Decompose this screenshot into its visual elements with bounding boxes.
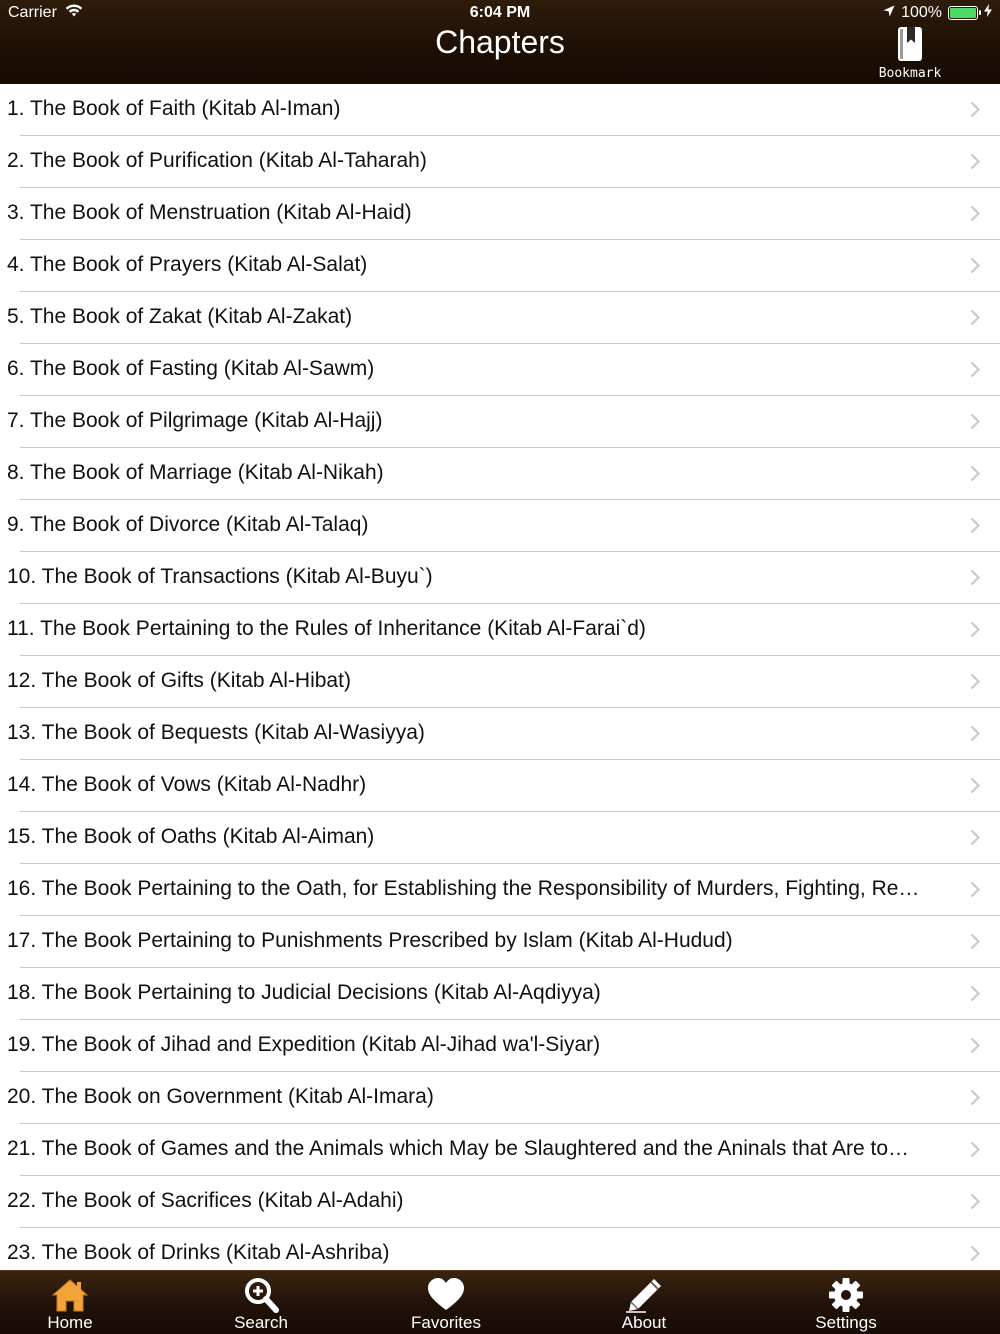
chevron-right-icon	[970, 829, 980, 846]
chevron-right-icon	[970, 1141, 980, 1158]
chevron-right-icon	[970, 465, 980, 482]
chapter-row[interactable]	[0, 448, 1000, 500]
bookmark-icon	[896, 26, 924, 64]
chapter-title: 4. The Book of Prayers (Kitab Al-Salat)	[7, 253, 368, 276]
carrier-label: Carrier	[8, 4, 57, 21]
chevron-right-icon	[970, 725, 980, 742]
chapter-title: 21. The Book of Games and the Animals which May be Slaughtered and the Aninals that Are to…	[7, 1137, 909, 1160]
heart-icon	[426, 1277, 466, 1313]
tab-favorites-label: Favorites	[411, 1313, 481, 1332]
chapter-row[interactable]	[0, 188, 1000, 240]
chapter-row[interactable]	[0, 344, 1000, 396]
chapter-row[interactable]	[0, 604, 1000, 656]
chapter-title: 19. The Book of Jihad and Expedition (Kitab Al-Jihad wa'l-Siyar)	[7, 1033, 601, 1056]
chapter-title: 2. The Book of Purification (Kitab Al-Taharah)	[7, 149, 427, 172]
chevron-right-icon	[970, 621, 980, 638]
tab-search[interactable]	[206, 1271, 316, 1334]
chapter-row[interactable]	[0, 1124, 1000, 1176]
tab-favorites[interactable]	[391, 1271, 501, 1334]
chevron-right-icon	[970, 309, 980, 326]
page-title: Chapters	[435, 24, 565, 60]
chevron-right-icon	[970, 1037, 980, 1054]
chevron-right-icon	[970, 205, 980, 222]
location-arrow-icon	[883, 4, 895, 22]
chevron-right-icon	[970, 881, 980, 898]
chapter-row[interactable]	[0, 968, 1000, 1020]
chapter-row[interactable]	[0, 708, 1000, 760]
chevron-right-icon	[970, 933, 980, 950]
chapter-row[interactable]	[0, 916, 1000, 968]
chevron-right-icon	[970, 569, 980, 586]
chapter-list	[0, 84, 1000, 1270]
chapter-title: 23. The Book of Drinks (Kitab Al-Ashriba)	[7, 1241, 390, 1264]
chevron-right-icon	[970, 1193, 980, 1210]
chapter-row[interactable]	[0, 864, 1000, 916]
tab-search-label: Search	[234, 1313, 288, 1332]
chapter-title: 14. The Book of Vows (Kitab Al-Nadhr)	[7, 773, 367, 796]
chapter-title: 8. The Book of Marriage (Kitab Al-Nikah)	[7, 461, 384, 484]
chapter-title: 6. The Book of Fasting (Kitab Al-Sawm)	[7, 357, 375, 380]
chapter-title: 15. The Book of Oaths (Kitab Al-Aiman)	[7, 825, 375, 848]
chevron-right-icon	[970, 101, 980, 118]
chapter-row[interactable]	[0, 812, 1000, 864]
chapter-row[interactable]	[0, 1176, 1000, 1228]
chapter-row[interactable]	[0, 500, 1000, 552]
tab-settings-label: Settings	[815, 1313, 877, 1332]
status-time: 6:04 PM	[469, 4, 531, 21]
chapter-row[interactable]	[0, 292, 1000, 344]
chevron-right-icon	[970, 985, 980, 1002]
chapter-row[interactable]	[0, 240, 1000, 292]
chevron-right-icon	[970, 361, 980, 378]
tab-home[interactable]	[15, 1271, 125, 1334]
chapter-title: 17. The Book Pertaining to Punishments Prescribed by Islam (Kitab Al-Hudud)	[7, 929, 733, 952]
chapter-row[interactable]	[0, 656, 1000, 708]
chapter-row[interactable]	[0, 1020, 1000, 1072]
bookmark-label: Bookmark	[878, 66, 942, 81]
charging-bolt-icon	[984, 4, 992, 22]
chapter-row[interactable]	[0, 1228, 1000, 1270]
chapter-title: 22. The Book of Sacrifices (Kitab Al-Adahi)	[7, 1189, 404, 1212]
chapter-row[interactable]	[0, 84, 1000, 136]
tab-settings[interactable]	[791, 1271, 901, 1334]
chapter-title: 9. The Book of Divorce (Kitab Al-Talaq)	[7, 513, 369, 536]
chapter-row[interactable]	[0, 1072, 1000, 1124]
chapter-row[interactable]	[0, 760, 1000, 812]
tab-about-label: About	[621, 1313, 667, 1332]
gear-icon	[826, 1277, 866, 1313]
search-icon	[241, 1277, 281, 1313]
chapter-row[interactable]	[0, 136, 1000, 188]
chevron-right-icon	[970, 517, 980, 534]
chapter-row[interactable]	[0, 396, 1000, 448]
chevron-right-icon	[970, 673, 980, 690]
chapter-title: 13. The Book of Bequests (Kitab Al-Wasiyya)	[7, 721, 425, 744]
battery-fill	[950, 8, 976, 18]
chevron-right-icon	[970, 413, 980, 430]
chevron-right-icon	[970, 1245, 980, 1262]
navigation-bar	[0, 0, 1000, 84]
bookmark-button[interactable]	[872, 26, 948, 82]
chevron-right-icon	[970, 257, 980, 274]
chevron-right-icon	[970, 1089, 980, 1106]
home-icon	[50, 1277, 90, 1313]
chapter-row[interactable]	[0, 552, 1000, 604]
tab-bar	[0, 1270, 1000, 1334]
chapter-title: 11. The Book Pertaining to the Rules of Inheritance (Kitab Al-Farai`d)	[7, 617, 646, 640]
chapter-title: 3. The Book of Menstruation (Kitab Al-Haid)	[7, 201, 412, 224]
chapter-title: 1. The Book of Faith (Kitab Al-Iman)	[7, 97, 341, 120]
tab-about[interactable]	[589, 1271, 699, 1334]
tab-home-label: Home	[47, 1313, 93, 1332]
chapter-title: 16. The Book Pertaining to the Oath, for Establishing the Responsibility of Murders, Fighting, Re…	[7, 877, 920, 900]
chapter-title: 12. The Book of Gifts (Kitab Al-Hibat)	[7, 669, 351, 692]
chevron-right-icon	[970, 153, 980, 170]
chapter-title: 18. The Book Pertaining to Judicial Decisions (Kitab Al-Aqdiyya)	[7, 981, 601, 1004]
status-right	[877, 4, 992, 22]
pencil-icon	[624, 1277, 664, 1313]
chevron-right-icon	[970, 777, 980, 794]
battery-icon	[948, 6, 978, 20]
chapter-title: 20. The Book on Government (Kitab Al-Imara)	[7, 1085, 434, 1108]
chapter-title: 10. The Book of Transactions (Kitab Al-Buyu`)	[7, 565, 433, 588]
battery-percent: 100%	[901, 4, 942, 21]
chapter-title: 7. The Book of Pilgrimage (Kitab Al-Hajj)	[7, 409, 383, 432]
chapter-title: 5. The Book of Zakat (Kitab Al-Zakat)	[7, 305, 353, 328]
